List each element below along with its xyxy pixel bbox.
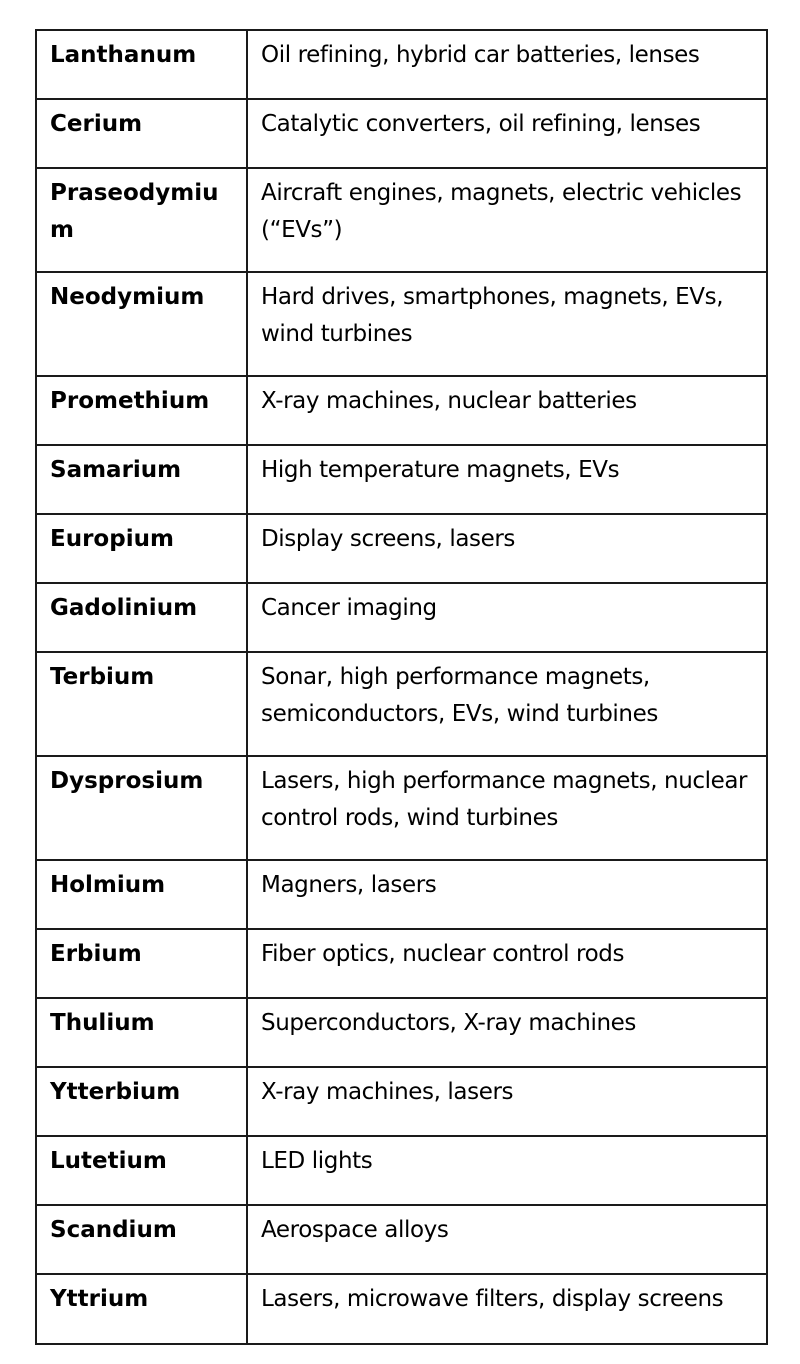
- element-uses-cell: Aerospace alloys: [247, 1205, 767, 1274]
- element-name-cell: Praseodymium: [36, 168, 247, 272]
- element-name-cell: Gadolinium: [36, 583, 247, 652]
- table-row: [36, 1205, 767, 1274]
- table-row: [36, 99, 767, 168]
- element-name-cell: Promethium: [36, 376, 247, 445]
- element-name-cell: Erbium: [36, 929, 247, 998]
- element-name-cell: Terbium: [36, 652, 247, 756]
- table-row: [36, 998, 767, 1067]
- element-uses-cell: Oil refining, hybrid car batteries, lenses: [247, 30, 767, 99]
- element-uses-cell: Fiber optics, nuclear control rods: [247, 929, 767, 998]
- element-name-cell: Yttrium: [36, 1274, 247, 1344]
- element-uses-cell: Lasers, microwave filters, display screens: [247, 1274, 767, 1344]
- table-row: [36, 929, 767, 998]
- table-body: [36, 30, 767, 1344]
- element-name-cell: Scandium: [36, 1205, 247, 1274]
- element-name-cell: Neodymium: [36, 272, 247, 376]
- table-row: [36, 1067, 767, 1136]
- element-uses-cell: Sonar, high performance magnets, semiconductors, EVs, wind turbines: [247, 652, 767, 756]
- table-row: [36, 1274, 767, 1344]
- element-uses-cell: LED lights: [247, 1136, 767, 1205]
- element-name-cell: Ytterbium: [36, 1067, 247, 1136]
- table-row: [36, 445, 767, 514]
- element-uses-cell: Aircraft engines, magnets, electric vehicles (“EVs”): [247, 168, 767, 272]
- table-row: [36, 514, 767, 583]
- element-uses-cell: Lasers, high performance magnets, nuclear control rods, wind turbines: [247, 756, 767, 860]
- table-row: [36, 1136, 767, 1205]
- element-name-cell: Europium: [36, 514, 247, 583]
- element-uses-cell: X-ray machines, lasers: [247, 1067, 767, 1136]
- element-uses-cell: Cancer imaging: [247, 583, 767, 652]
- element-uses-cell: Catalytic converters, oil refining, lenses: [247, 99, 767, 168]
- element-uses-cell: Display screens, lasers: [247, 514, 767, 583]
- table-row: [36, 652, 767, 756]
- element-uses-cell: High temperature magnets, EVs: [247, 445, 767, 514]
- table-row: [36, 376, 767, 445]
- element-uses-cell: X-ray machines, nuclear batteries: [247, 376, 767, 445]
- element-name-cell: Samarium: [36, 445, 247, 514]
- element-uses-cell: Superconductors, X-ray machines: [247, 998, 767, 1067]
- element-uses-cell: Magners, lasers: [247, 860, 767, 929]
- table-row: [36, 860, 767, 929]
- element-name-cell: Lanthanum: [36, 30, 247, 99]
- rare-earth-elements-table: [35, 29, 768, 1345]
- element-name-cell: Dysprosium: [36, 756, 247, 860]
- table-row: [36, 168, 767, 272]
- element-name-cell: Lutetium: [36, 1136, 247, 1205]
- element-name-cell: Thulium: [36, 998, 247, 1067]
- table-row: [36, 583, 767, 652]
- table-row: [36, 30, 767, 99]
- table-row: [36, 756, 767, 860]
- table-row: [36, 272, 767, 376]
- element-uses-cell: Hard drives, smartphones, magnets, EVs, wind turbines: [247, 272, 767, 376]
- element-name-cell: Cerium: [36, 99, 247, 168]
- element-name-cell: Holmium: [36, 860, 247, 929]
